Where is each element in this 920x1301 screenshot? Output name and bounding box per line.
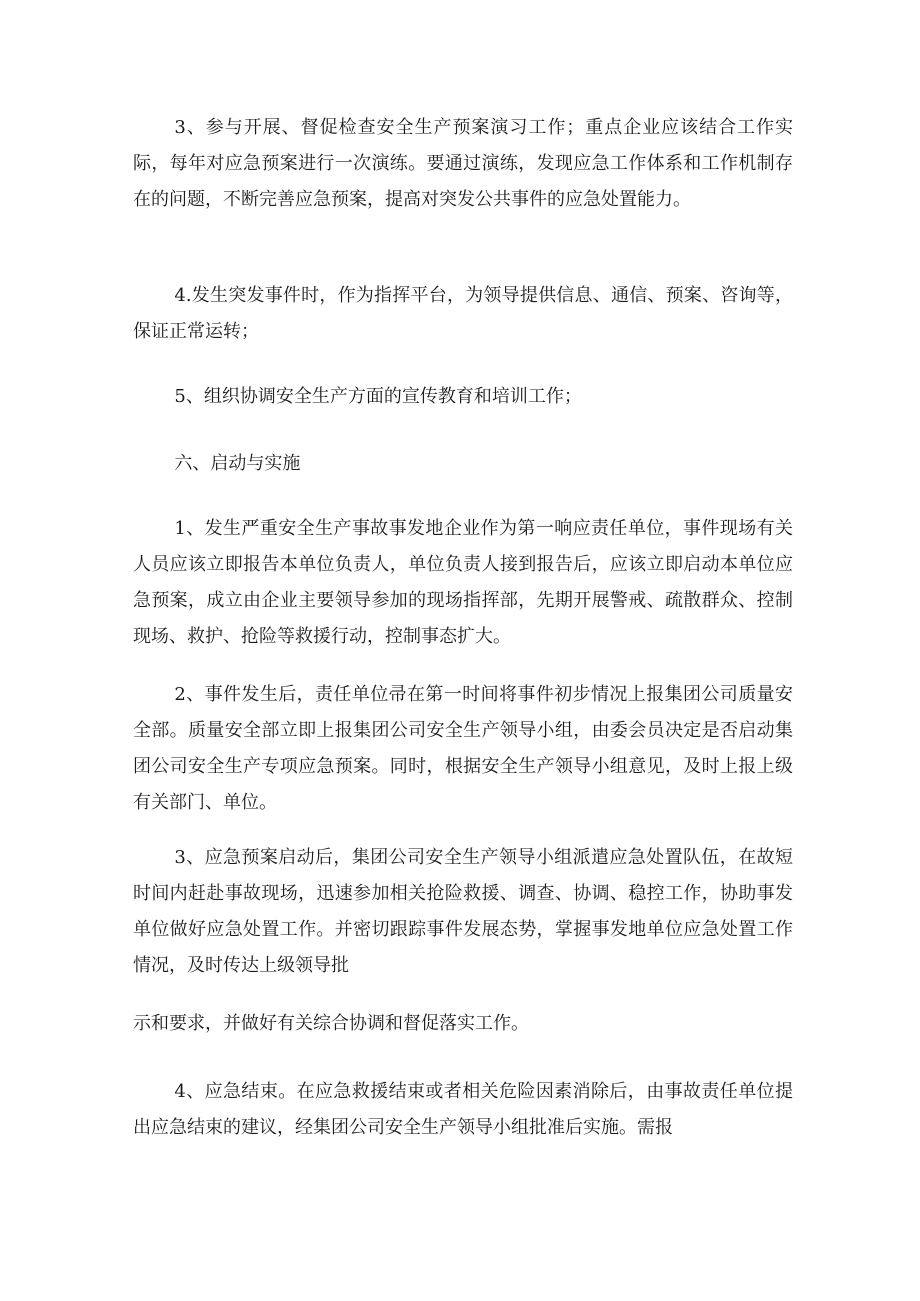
paragraph-command-platform: 4.发生突发事件时，作为指挥平台，为领导提供信息、通信、预案、咨询等，保证正常运转； <box>133 285 793 342</box>
paragraph-plan-activation: 3、应急预案启动后，集团公司安全生产领导小组派遣应急处置队伍，在故短时间内赶赴事故现场，迅速参加相关抢险救援、调查、协调、稳控工作，协助事发单位做好应急处置工作。并密切跟踪事件发展态势，掌握事发地单位应急处置工作情况，及时传达上级领导批 <box>133 847 793 976</box>
section-heading-start-implementation: 六、启动与实施 <box>174 453 301 474</box>
paragraph-emergency-end: 4、应急结束。在应急救援结束或者相关危险因素消除后，由事故责任单位提出应急结束的建议，经集团公司安全生产领导小组批准后实施。需报 <box>133 1081 793 1138</box>
paragraph-drill-work: 3、参与开展、督促检查安全生产预案演习工作；重点企业应该结合工作实际，每年对应急预案进行一次演练。要通过演练，发现应急工作体系和工作机制存在的问题，不断完善应急预案，提高对突发公共事件的应急处置能力。 <box>133 117 793 210</box>
paragraph-reporting: 2、事件发生后，责任单位帚在第一时间将事件初步情况上报集团公司质量安全部。质量安全部立即上报集团公司安全生产领导小组，由委会员决定是否启动集团公司安全生产专项应急预案。同时，根据安全生产领导小组意见，及时上报上级有关部门、单位。 <box>133 684 793 813</box>
paragraph-first-response: 1、发生严重安全生产事故事发地企业作为第一响应责任单位，事件现场有关人员应该立即报告本单位负责人，单位负责人接到报告后，应该立即启动本单位应急预案，成立由企业主要领导参加的现场指挥部，先期开展警戒、疏散群众、控制现场、救护、抢险等救援行动，控制事态扩大。 <box>133 518 793 647</box>
paragraph-training: 5、组织协调安全生产方面的宣传教育和培训工作； <box>174 386 582 407</box>
paragraph-continuation: 示和要求，并做好有关综合协调和督促落实工作。 <box>133 1013 529 1034</box>
